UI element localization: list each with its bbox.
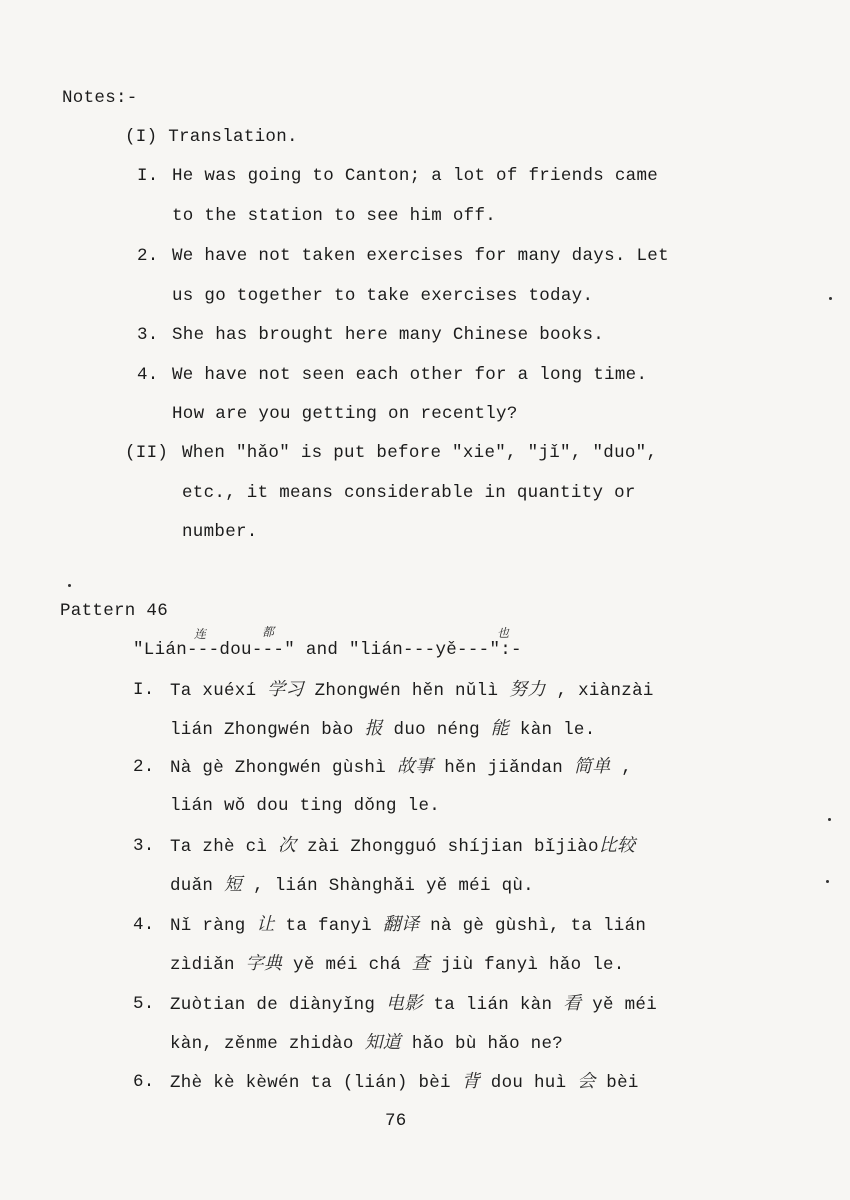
- typed-text: Zhè kè kèwén ta (lián) bèi: [170, 1073, 462, 1093]
- handwritten-character: 电影: [386, 993, 423, 1014]
- pattern-title: Pattern 46: [60, 601, 169, 621]
- translation-line: We have not taken exercises for many days. Let: [172, 246, 669, 266]
- typed-text: yě méi chá: [282, 955, 412, 975]
- translation-line: We have not seen each other for a long time.: [172, 365, 648, 385]
- translation-line: She has brought here many Chinese books.: [172, 325, 605, 345]
- handwritten-character: 努力: [509, 679, 546, 700]
- example-line: [170, 679, 654, 702]
- handwritten-character: 看: [563, 993, 582, 1014]
- translation-line: to the station to see him off.: [172, 206, 497, 226]
- example-line: [170, 874, 534, 897]
- note-ii-line: When "hǎo" is put before "xie", "jǐ", "duo",: [182, 443, 658, 463]
- handwritten-character: 简单: [573, 756, 611, 777]
- typed-text: kàn, zěnme zhidào: [170, 1034, 365, 1054]
- example-line: [170, 756, 632, 779]
- typed-text: duǎn: [170, 876, 225, 896]
- page-number: 76: [385, 1111, 407, 1131]
- note-ii-line: etc., it means considerable in quantity or: [182, 483, 636, 503]
- translation-num-1: I.: [137, 166, 159, 186]
- example-num: 2.: [133, 757, 155, 777]
- handwritten-ye-annotation: 也: [497, 626, 510, 640]
- typed-text: Zuòtian de diànyǐng: [170, 995, 387, 1015]
- typed-text: ,: [610, 758, 633, 778]
- typed-text: Zhongwén hěn nǔlì: [303, 681, 510, 701]
- translation-line: How are you getting on recently?: [172, 404, 518, 424]
- typed-text: ta lián kàn: [422, 995, 564, 1015]
- notes-heading: Notes:-: [62, 88, 138, 108]
- handwritten-character: 翻译: [382, 914, 420, 935]
- handwritten-character: 会: [577, 1071, 596, 1092]
- scan-speck: [828, 818, 831, 821]
- pattern-subtitle: "Lián---dou---" and "lián---yě---":-: [133, 640, 522, 660]
- example-line: [170, 718, 596, 741]
- example-num: 6.: [133, 1072, 155, 1092]
- typed-text: lián wǒ dou ting dǒng le.: [170, 796, 441, 816]
- example-line: [170, 914, 646, 937]
- handwritten-character: 查: [411, 953, 431, 974]
- typed-text: duo néng: [382, 720, 491, 740]
- note-ii-num: (II): [125, 443, 169, 463]
- example-num: 4.: [133, 915, 155, 935]
- note-ii-line: number.: [182, 522, 258, 542]
- example-num: 5.: [133, 994, 155, 1014]
- example-line: [170, 835, 635, 858]
- typed-text: ta fanyì: [274, 916, 383, 936]
- translation-num-3: 3.: [137, 325, 159, 345]
- scan-speck: [829, 297, 832, 300]
- typed-text: yě méi: [581, 995, 658, 1015]
- typed-text: lián Zhongwén bào: [170, 720, 365, 740]
- typed-text: jiù fanyì hǎo le.: [430, 955, 625, 975]
- handwritten-character: 能: [490, 718, 510, 739]
- handwritten-lian-annotation: 连: [194, 627, 207, 641]
- handwritten-character: 字典: [245, 953, 283, 974]
- handwritten-character: 短: [224, 874, 243, 895]
- scan-speck: [68, 584, 71, 587]
- typed-text: zài Zhongguó shíjian bǐjiào: [296, 837, 599, 857]
- handwritten-character: 故事: [396, 756, 434, 777]
- typed-text: , xiànzài: [545, 681, 654, 701]
- typed-text: Ta zhè cì: [170, 837, 279, 857]
- translation-heading: (I) Translation.: [125, 127, 298, 147]
- typed-text: Nà gè Zhongwén gùshì: [170, 758, 397, 778]
- typed-text: , lián Shànghǎi yě méi qù.: [242, 876, 534, 896]
- example-line: [170, 1032, 563, 1055]
- translation-num-4: 4.: [137, 365, 159, 385]
- typed-text: dou huì: [479, 1073, 578, 1093]
- example-num: 3.: [133, 836, 155, 856]
- example-line: [170, 953, 625, 976]
- example-num: I.: [133, 680, 155, 700]
- handwritten-character: 知道: [364, 1032, 402, 1053]
- handwritten-character: 次: [278, 835, 297, 856]
- handwritten-character: 报: [364, 718, 383, 739]
- typed-text: Ta xuéxí: [170, 681, 268, 701]
- example-line: [170, 795, 440, 817]
- example-line: [170, 993, 657, 1016]
- handwritten-character: 背: [461, 1071, 480, 1092]
- handwritten-dou-annotation: 都: [262, 625, 275, 639]
- typed-text: zìdiǎn: [170, 955, 246, 975]
- typed-text: Nǐ ràng: [170, 916, 257, 936]
- translation-line: us go together to take exercises today.: [172, 286, 594, 306]
- handwritten-character: 比较: [598, 835, 636, 856]
- handwritten-character: 学习: [267, 679, 304, 700]
- translation-line: He was going to Canton; a lot of friends came: [172, 166, 659, 186]
- example-line: [170, 1071, 639, 1094]
- scan-speck: [826, 880, 829, 883]
- typed-text: hěn jiǎndan: [433, 758, 574, 778]
- translation-num-2: 2.: [137, 246, 159, 266]
- typed-text: bèi: [595, 1073, 639, 1093]
- handwritten-character: 让: [256, 914, 275, 935]
- typed-text: nà gè gùshì, ta lián: [419, 916, 647, 936]
- typed-text: kàn le.: [509, 720, 596, 740]
- typed-text: hǎo bù hǎo ne?: [401, 1034, 564, 1054]
